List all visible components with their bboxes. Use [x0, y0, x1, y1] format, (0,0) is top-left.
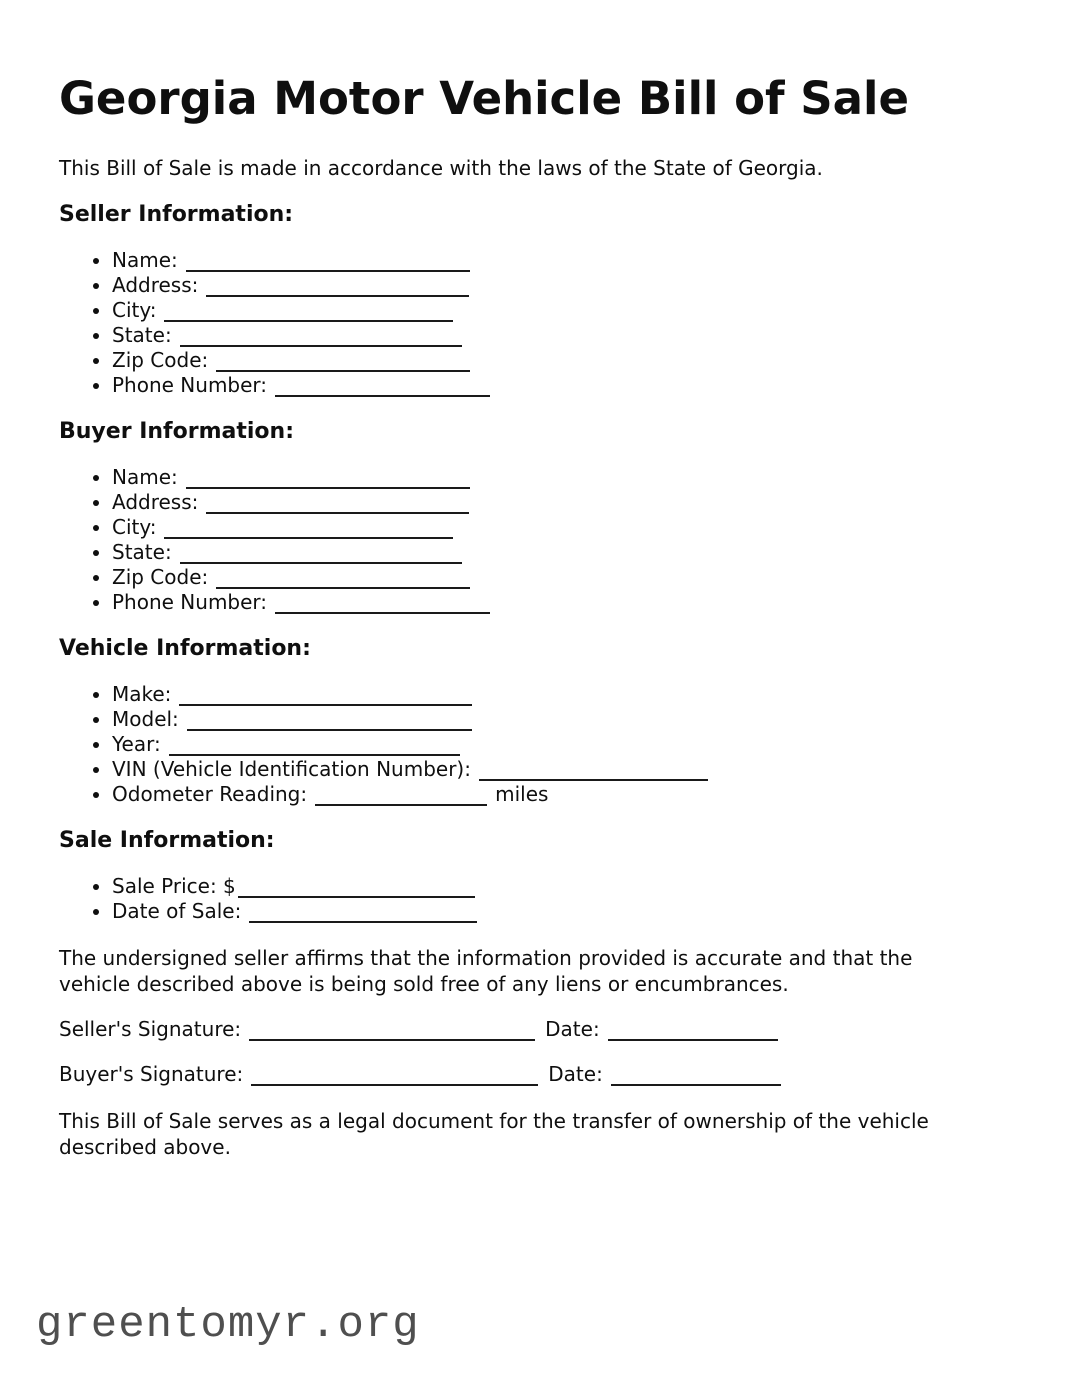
field-label: Zip Code:: [112, 565, 209, 589]
field-label: Address:: [112, 490, 199, 514]
blank-line: [180, 331, 462, 347]
field-label: Phone Number:: [112, 373, 268, 397]
field-sale-price: [112, 874, 1013, 899]
sale-fields-list: [59, 874, 1013, 924]
seller-fields-list: [59, 248, 1013, 398]
field-label: Phone Number:: [112, 590, 268, 614]
blank-line: [179, 690, 472, 706]
field-sale-date: [112, 899, 1013, 924]
signature-blank-line: [251, 1070, 538, 1086]
date-blank-line: [608, 1025, 778, 1041]
field-seller-zip: [112, 348, 1013, 373]
field-label: State:: [112, 323, 172, 347]
buyer-signature-label: Buyer's Signature:: [59, 1062, 244, 1086]
date-label: Date:: [548, 1062, 603, 1086]
field-buyer-zip: [112, 565, 1013, 590]
blank-line: [216, 573, 470, 589]
field-buyer-city: [112, 515, 1013, 540]
field-seller-phone: [112, 373, 1013, 398]
blank-line: [164, 306, 453, 322]
seller-signature-label: Seller's Signature:: [59, 1017, 242, 1041]
section-heading-vehicle: Vehicle Information:: [59, 636, 311, 661]
field-label: Sale Price: $: [112, 874, 236, 898]
blank-line: [206, 498, 469, 514]
field-seller-city: [112, 298, 1013, 323]
blank-line: [479, 765, 708, 781]
signature-blank-line: [249, 1025, 535, 1041]
seller-signature-row: [59, 1017, 1013, 1042]
blank-line: [186, 256, 470, 272]
blank-line: [186, 473, 470, 489]
blank-line: [216, 356, 470, 372]
field-label: Zip Code:: [112, 348, 209, 372]
field-label: City:: [112, 515, 157, 539]
section-heading-buyer: Buyer Information:: [59, 419, 294, 444]
field-label: Address:: [112, 273, 199, 297]
field-label: State:: [112, 540, 172, 564]
buyer-signature-row: [59, 1062, 1013, 1087]
page-title: Georgia Motor Vehicle Bill of Sale: [59, 72, 909, 125]
field-vehicle-year: [112, 732, 1013, 757]
field-label: Make:: [112, 682, 172, 706]
field-label: Year:: [112, 732, 161, 756]
field-suffix: miles: [495, 782, 549, 806]
field-seller-address: [112, 273, 1013, 298]
vehicle-fields-list: [59, 682, 1013, 807]
blank-line: [238, 882, 475, 898]
field-label: City:: [112, 298, 157, 322]
blank-line: [180, 548, 462, 564]
field-buyer-address: [112, 490, 1013, 515]
field-buyer-phone: [112, 590, 1013, 615]
closing-text: This Bill of Sale serves as a legal document for the transfer of ownership of the vehicle described above.: [59, 1109, 929, 1159]
field-vehicle-odometer: [112, 782, 1013, 807]
blank-line: [275, 381, 490, 397]
field-seller-state: [112, 323, 1013, 348]
affirmation-text: The undersigned seller affirms that the information provided is accurate and that the vehicle described above is being sold free of any liens or encumbrances.: [59, 946, 913, 996]
field-label: Name:: [112, 465, 178, 489]
blank-line: [275, 598, 490, 614]
field-buyer-state: [112, 540, 1013, 565]
blank-line: [164, 523, 453, 539]
field-vehicle-model: [112, 707, 1013, 732]
field-vehicle-make: [112, 682, 1013, 707]
section-heading-sale: Sale Information:: [59, 828, 275, 853]
buyer-fields-list: [59, 465, 1013, 615]
field-vehicle-vin: [112, 757, 1013, 782]
field-label: Odometer Reading:: [112, 782, 308, 806]
field-label: Date of Sale:: [112, 899, 242, 923]
intro-text: This Bill of Sale is made in accordance with the laws of the State of Georgia.: [59, 156, 823, 180]
section-heading-seller: Seller Information:: [59, 202, 294, 227]
blank-line: [187, 715, 472, 731]
field-label: VIN (Vehicle Identification Number):: [112, 757, 471, 781]
blank-line: [206, 281, 469, 297]
field-label: Model:: [112, 707, 179, 731]
field-buyer-name: [112, 465, 1013, 490]
watermark: greentomyr.org: [36, 1300, 420, 1350]
blank-line: [169, 740, 460, 756]
field-label: Name:: [112, 248, 178, 272]
date-label: Date:: [545, 1017, 600, 1041]
blank-line: [315, 790, 487, 806]
date-blank-line: [611, 1070, 781, 1086]
field-seller-name: [112, 248, 1013, 273]
blank-line: [249, 907, 477, 923]
